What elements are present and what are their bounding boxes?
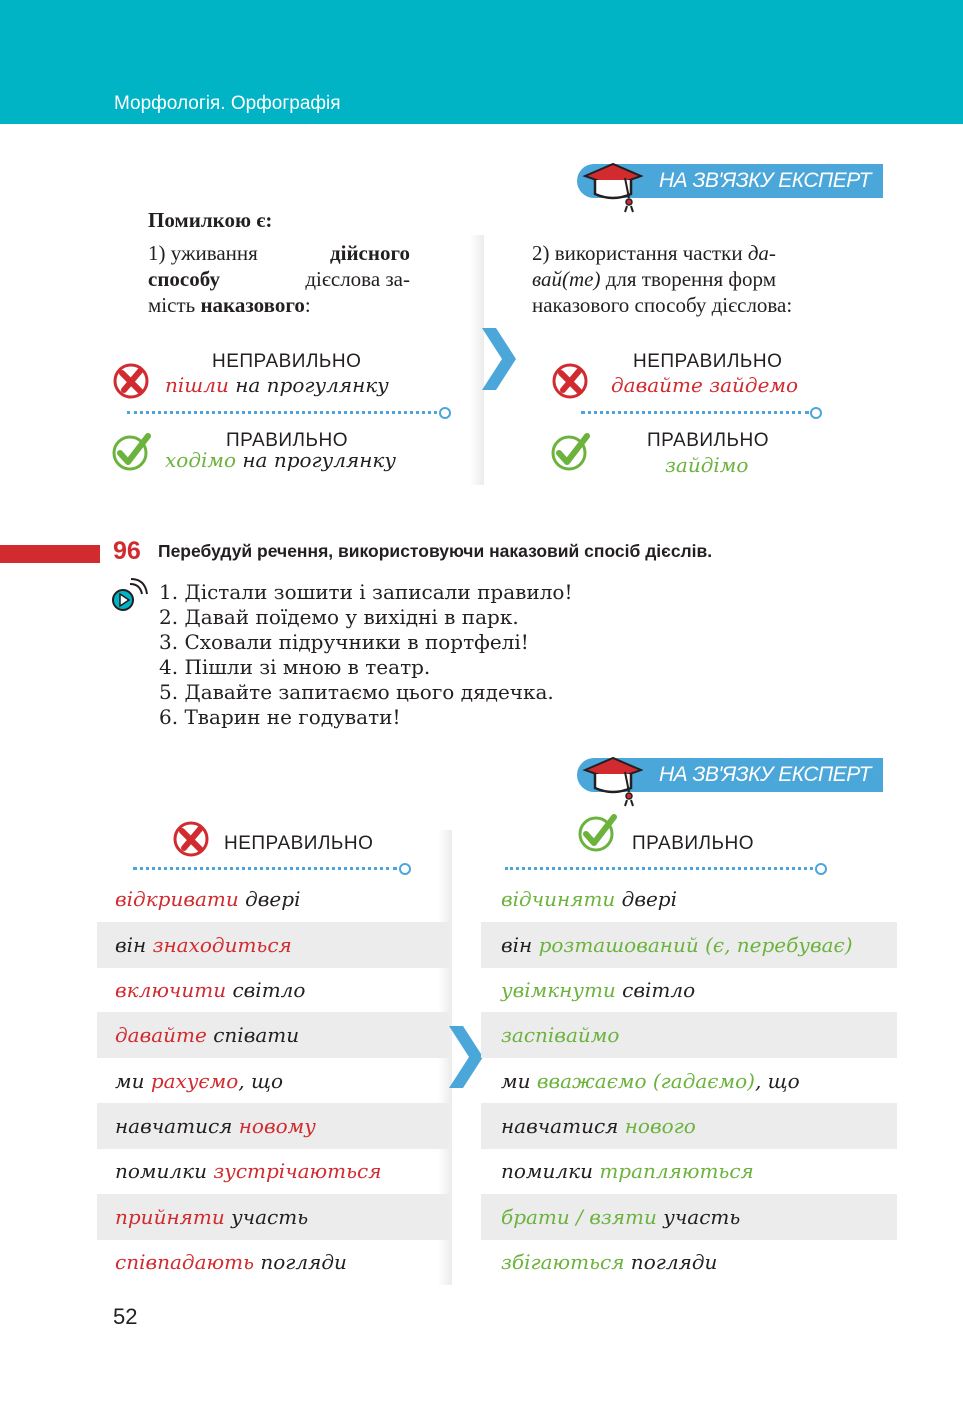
table-row-right: збігаються погляди [501, 1250, 718, 1274]
checkmark-icon [551, 432, 591, 472]
task-item: 5. Давайте запитаємо цього дядечка. [159, 680, 554, 704]
table-row-wrong: відкривати двері [115, 887, 301, 911]
dot-endpoint [810, 407, 822, 419]
graduation-cap-icon [581, 158, 643, 214]
right-example: ходімо на прогулянку [165, 448, 396, 472]
task-item: 2. Давай поїдемо у вихідні в парк. [159, 605, 519, 629]
table-row-right: ми вважаємо (гадаємо), що [501, 1069, 800, 1093]
table-row-wrong: навчатися новому [97, 1103, 449, 1149]
chevron-right-icon [482, 328, 516, 390]
task-item: 1. Дістали зошити і записали правило! [159, 580, 573, 604]
dotted-separator [505, 867, 813, 870]
table-row-right: відчиняти двері [501, 887, 678, 911]
cross-icon [172, 820, 210, 858]
task-instruction: Перебудуй речення, використовуючи наказовий спосіб дієслів. [158, 541, 713, 561]
table-row-wrong: включити світло [115, 978, 306, 1002]
section-title: Морфологія. Орфографія [114, 93, 341, 114]
right-label: ПРАВИЛЬНО [647, 430, 769, 451]
dotted-separator [581, 411, 809, 414]
table-row-wrong: він знаходиться [97, 922, 449, 968]
expert-badge [577, 164, 883, 198]
table-row-right: навчатися нового [481, 1103, 897, 1149]
task-item: 3. Сховали підручники в портфелі! [159, 630, 529, 654]
dot-endpoint [815, 863, 827, 875]
dotted-separator [133, 867, 397, 870]
audio-play-icon[interactable] [110, 576, 150, 614]
table-row-right: він розташований (є, перебуває) [481, 922, 897, 968]
expert-badge-label: НА ЗВ'ЯЗКУ ЕКСПЕРТ [659, 763, 871, 786]
wrong-example: давайте зайдемо [611, 373, 799, 397]
table-row-wrong: співпадають погляди [115, 1250, 347, 1274]
right-example: зайдімо [665, 453, 749, 477]
dotted-separator [127, 411, 437, 414]
task-item: 4. Пішли зі мною в театр. [159, 655, 431, 679]
table-wrong-header: НЕПРАВИЛЬНО [224, 833, 374, 854]
expert-badge-label: НА ЗВ'ЯЗКУ ЕКСПЕРТ [659, 169, 871, 192]
table-row-wrong: помилки зустрічаються [115, 1159, 382, 1183]
table-row-right: помилки трапляються [501, 1159, 754, 1183]
task-marker-bar [0, 545, 100, 563]
rule-heading: Помилкою є: [148, 208, 273, 232]
right-label: ПРАВИЛЬНО [226, 430, 348, 451]
checkmark-icon [112, 432, 152, 472]
page-number: 52 [113, 1304, 138, 1329]
chevron-right-icon [449, 1026, 483, 1088]
task-item: 6. Тварин не годувати! [159, 705, 401, 729]
rule-point-1: 1) уживання дійсного способу дієслова за- мість наказового: [148, 241, 410, 317]
cross-icon [112, 362, 150, 400]
cross-icon [551, 362, 589, 400]
dot-endpoint [439, 407, 451, 419]
table-row-right: заспіваймо [481, 1012, 897, 1058]
checkmark-icon [578, 813, 618, 853]
table-row-wrong: прийняти участь [97, 1194, 449, 1240]
table-row-wrong: давайте співати [97, 1012, 449, 1058]
graduation-cap-icon [581, 752, 643, 808]
dot-endpoint [399, 863, 411, 875]
table-row-wrong: ми рахуємо, що [115, 1069, 284, 1093]
table-row-right: брати / взяти участь [481, 1194, 897, 1240]
wrong-label: НЕПРАВИЛЬНО [633, 351, 783, 372]
task-number: 96 [113, 537, 141, 565]
table-row-right: увімкнути світло [501, 978, 696, 1002]
wrong-example: пішли на прогулянку [165, 373, 389, 397]
expert-badge [577, 758, 883, 792]
rule-point-2: 2) використання частки да- вай(те) для творення форм наказового способу дієслова: [532, 241, 793, 317]
wrong-label: НЕПРАВИЛЬНО [212, 351, 362, 372]
table-right-header: ПРАВИЛЬНО [632, 833, 754, 854]
